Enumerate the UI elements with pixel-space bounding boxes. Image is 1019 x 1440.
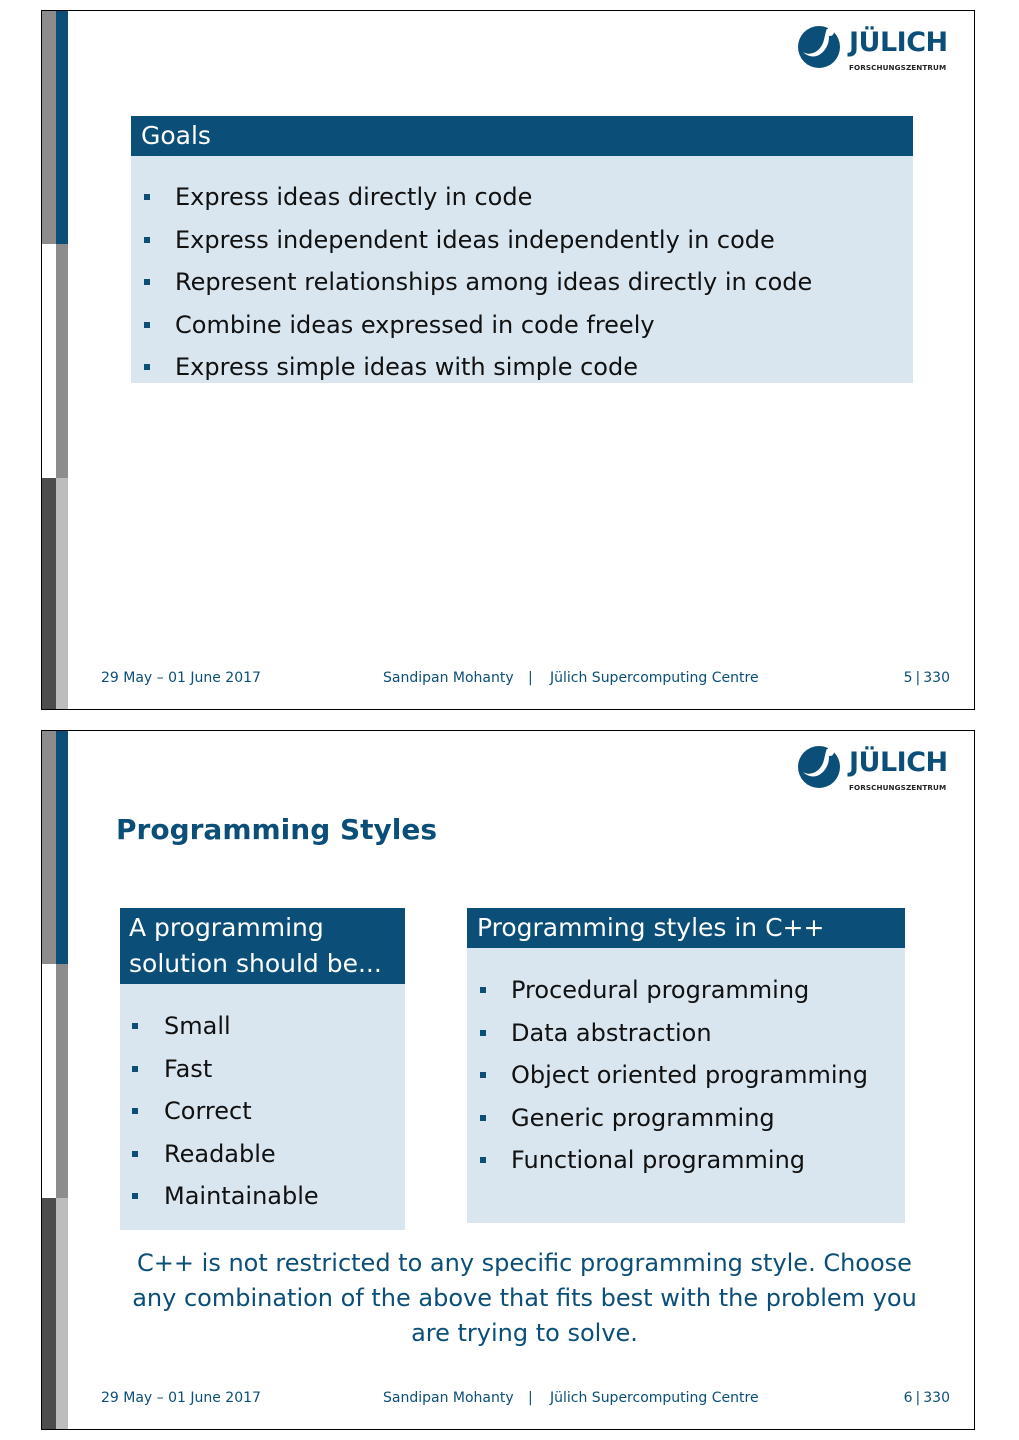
list-item-text: Small [164, 1012, 231, 1040]
side-bar-segment [56, 244, 68, 478]
block-body [131, 156, 913, 383]
bullet-icon [144, 279, 150, 285]
logo-subtitle: FORSCHUNGSZENTRUM [849, 63, 947, 72]
list-item [467, 1054, 905, 1097]
footer-date: 29 May – 01 June 2017 [101, 1390, 261, 1406]
bullet-icon [132, 1023, 138, 1029]
side-bar-segment [56, 478, 68, 710]
footer-date: 29 May – 01 June 2017 [101, 670, 261, 686]
block-title: Goals [131, 116, 913, 156]
bullet-icon [132, 1108, 138, 1114]
side-bar-segment [56, 1198, 68, 1430]
list-item-text: Express independent ideas independently in code [175, 225, 775, 254]
side-bar-segment [42, 244, 56, 478]
list-item [131, 219, 913, 262]
list-item-text: Correct [164, 1097, 252, 1125]
footer-institution: Jülich Supercomputing Centre [550, 670, 759, 686]
logo-subtitle: FORSCHUNGSZENTRUM [849, 783, 947, 792]
list-item [467, 1139, 905, 1182]
bullet-icon [144, 237, 150, 243]
list-item-text: Readable [164, 1139, 276, 1168]
solution-block [120, 908, 405, 1230]
bullet-icon [480, 1072, 486, 1078]
side-bar-segment [42, 964, 56, 1198]
side-bar-segment [42, 478, 56, 710]
list-item-text: Data abstraction [511, 1018, 712, 1047]
goals-list [131, 176, 913, 389]
bullet-icon [144, 364, 150, 370]
bullet-icon [480, 987, 486, 993]
julich-emblem-icon [797, 743, 845, 791]
logo-wordmark: JÜLICH [849, 27, 948, 58]
list-item-text: Represent relationships among ideas directly in code [175, 268, 813, 296]
styles-list [467, 969, 905, 1182]
bullet-icon [132, 1193, 138, 1199]
julich-logo [797, 743, 957, 799]
list-item [120, 1090, 405, 1133]
footer-institution: Jülich Supercomputing Centre [550, 1390, 759, 1406]
list-item-text: Express ideas directly in code [175, 183, 533, 211]
block-body [120, 984, 405, 1230]
block-body [467, 948, 905, 1223]
side-bar-segment [42, 1198, 56, 1430]
bullet-icon [480, 1115, 486, 1121]
list-item [131, 346, 913, 389]
page-total: 330 [923, 670, 950, 686]
qualities-list [120, 1005, 405, 1218]
page-current: 6 [903, 1390, 913, 1406]
list-item-text: Object oriented programming [511, 1061, 868, 1089]
bullet-icon [480, 1157, 486, 1163]
slide-title: Programming Styles [116, 813, 438, 846]
list-item-text: Maintainable [164, 1182, 319, 1210]
side-bar-segment [42, 11, 56, 244]
list-item-text: Express simple ideas with simple code [175, 353, 638, 381]
list-item [120, 1175, 405, 1218]
list-item [120, 1005, 405, 1048]
page-separator: | [915, 1390, 921, 1406]
block-title: Programming styles in C++ [467, 908, 905, 948]
list-item [120, 1048, 405, 1091]
slide-programming-styles [41, 730, 975, 1430]
list-item [120, 1133, 405, 1176]
footer-author: Sandipan Mohanty [383, 670, 514, 686]
bullet-icon [480, 1030, 486, 1036]
bullet-icon [132, 1151, 138, 1157]
page-separator: | [915, 670, 921, 686]
list-item-text: Generic programming [511, 1103, 775, 1132]
list-item [467, 969, 905, 1012]
side-bar-segment [42, 731, 56, 964]
list-item [131, 176, 913, 219]
logo-wordmark: JÜLICH [849, 747, 948, 778]
page-total: 330 [923, 1390, 950, 1406]
footer-separator: | [528, 1390, 533, 1406]
footer-author: Sandipan Mohanty [383, 1390, 514, 1406]
page-current: 5 [903, 670, 913, 686]
list-item [467, 1012, 905, 1055]
footer-separator: | [528, 670, 533, 686]
list-item [467, 1097, 905, 1140]
conclusion-text: C++ is not restricted to any specific programming style. Choose any combination of the above that fits best with the problem you are trying to solve. [132, 1249, 917, 1347]
footer-page-number [904, 670, 950, 690]
list-item-text: Combine ideas expressed in code freely [175, 310, 655, 339]
goals-block [131, 116, 913, 383]
julich-emblem-icon [797, 23, 845, 71]
slide-goals [41, 10, 975, 710]
bullet-icon [144, 322, 150, 328]
styles-block [467, 908, 905, 1223]
list-item [131, 261, 913, 304]
side-bar-segment [56, 731, 68, 964]
list-item-text: Fast [164, 1054, 213, 1083]
julich-logo [797, 23, 957, 79]
list-item-text: Procedural programming [511, 976, 810, 1004]
list-item-text: Functional programming [511, 1146, 806, 1174]
side-bar-segment [56, 964, 68, 1198]
footer-page-number [904, 1390, 950, 1410]
bullet-icon [144, 194, 150, 200]
list-item [131, 304, 913, 347]
side-bar-segment [56, 11, 68, 244]
bullet-icon [132, 1066, 138, 1072]
block-title: A programming solution should be... [120, 908, 405, 984]
